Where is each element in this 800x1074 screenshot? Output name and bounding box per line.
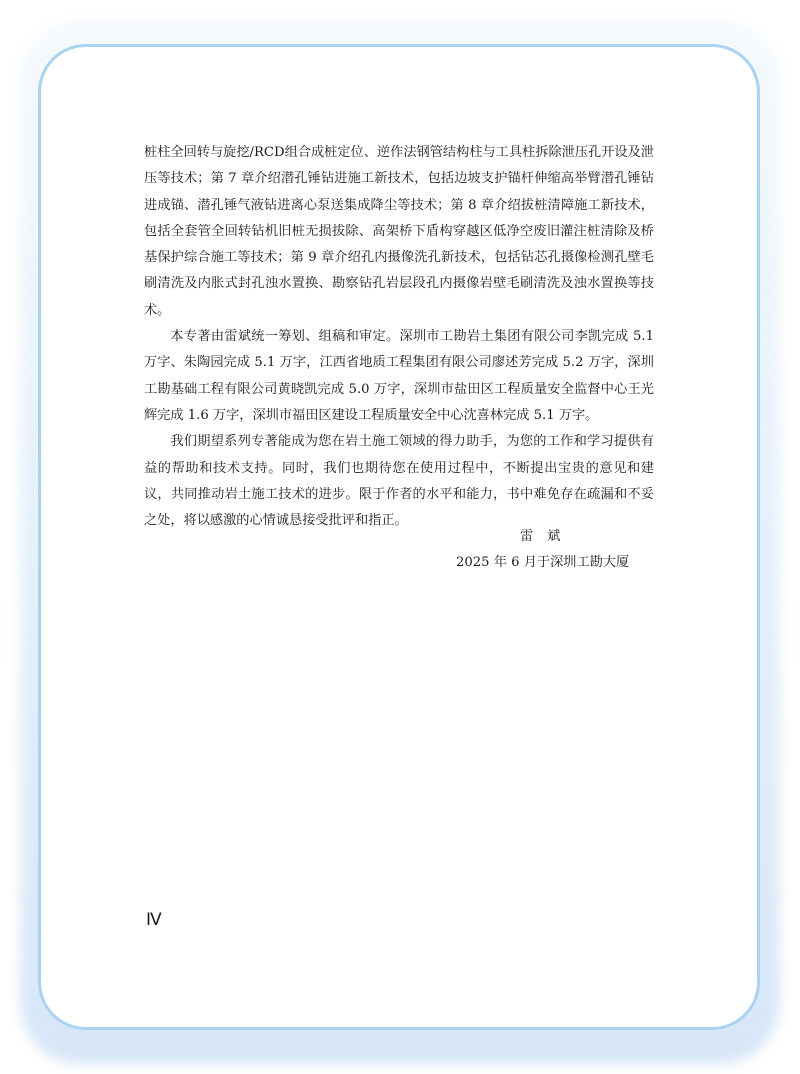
signature-name: 雷斌 (520, 529, 575, 544)
paragraph-authors: 本专著由雷斌统一筹划、组稿和审定。深圳市工勘岩土集团有限公司李凯完成 5.1 万字、朱陶园完成 5.1 万字，江西省地质工程集团有限公司廖述芳完成 5.2 万字，深圳工勘基础工程有限公司黄晓凯完成 5.0 万字，深圳市盐田区工程质量安全监督中心王光辉完成 1.6 万字，深圳市福田区建设工程质量安全中心沈喜林完成 5.1 万字。 (144, 329, 654, 423)
body-text (144, 140, 654, 534)
signature-date: 2025 年 6 月于深圳工勘大厦 (456, 555, 630, 570)
paragraph-closing: 我们期望系列专著能成为您在岩土施工领域的得力助手，为您的工作和学习提供有益的帮助和技术支持。同时，我们也期待您在使用过程中，不断提出宝贵的意见和建议，共同推动岩土施工技术的进步。限于作者的水平和能力，书中难免存在疏漏和不妥之处，将以感激的心情诚恳接受批评和指正。 (144, 434, 654, 529)
signature-block (450, 524, 650, 576)
page-number: Ⅳ (146, 910, 162, 929)
paragraph-continued: 桩柱全回转与旋挖/RCD组合成桩定位、逆作法钢管结构柱与工具柱拆除泄压孔开设及泄压等技术；第 7 章介绍潜孔锤钻进施工新技术，包括边坡支护锚杆伸缩高举臂潜孔锤钻进成锚、潜孔锤气液钻进离心泵送集成降尘等技术；第 8 章介绍拔桩清障施工新技术，包括全套管全回转钻机旧桩无损拔除、高架桥下盾构穿越区低净空废旧灌注桩清除及桥基保护综合施工等技术；第 9 章介绍孔内摄像洗孔新技术，包括钻芯孔摄像检测孔壁毛刷清洗及内胀式封孔浊水置换、勘察钻孔岩层段孔内摄像岩壁毛刷清洗及浊水置换等技术。 (144, 145, 654, 318)
